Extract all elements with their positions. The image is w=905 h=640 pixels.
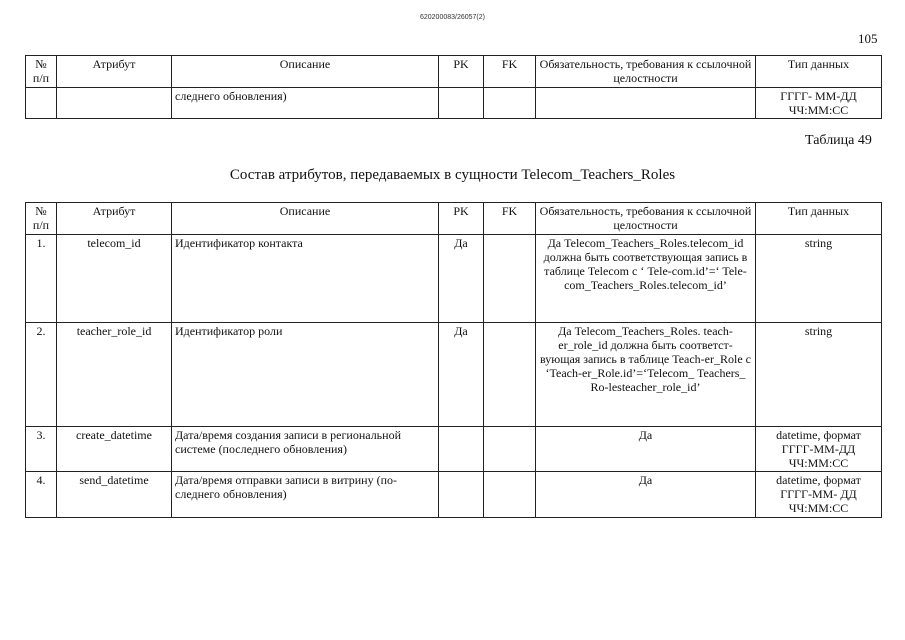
cell-attribute	[57, 88, 172, 119]
table-caption: Таблица 49	[805, 133, 872, 148]
table-header-row	[26, 56, 882, 88]
cell-fk	[484, 427, 536, 472]
cell-description: Идентификатор контакта	[172, 235, 439, 323]
cell-type: string	[756, 323, 882, 427]
table-row	[26, 472, 882, 518]
cell-pk	[439, 88, 484, 119]
cell-type: string	[756, 235, 882, 323]
cell-description: Идентификатор роли	[172, 323, 439, 427]
cell-description: Дата/время создания записи в региональной системе (последнего обновления)	[172, 427, 439, 472]
column-header: Атрибут	[57, 56, 172, 88]
cell-attribute: create_datetime	[57, 427, 172, 472]
column-header: Обязательность, требования к ссылочной целостности	[536, 203, 756, 235]
table-row	[26, 235, 882, 323]
column-header: PK	[439, 56, 484, 88]
column-header: Описание	[172, 56, 439, 88]
table-row	[26, 323, 882, 427]
column-header: Описание	[172, 203, 439, 235]
column-header: Тип данных	[756, 203, 882, 235]
cell-fk	[484, 88, 536, 119]
cell-pk: Да	[439, 235, 484, 323]
cell-description: Дата/время отправки записи в витрину (по-следнего обновления)	[172, 472, 439, 518]
cell-fk	[484, 472, 536, 518]
cell-type: ГГГГ- ММ-ДД ЧЧ:ММ:СС	[756, 88, 882, 119]
cell-num: 4.	[26, 472, 57, 518]
cell-requirement	[536, 88, 756, 119]
cell-requirement: Да Telecom_Teachers_Roles. teach-er_role_id должна быть соответст-вующая запись в таблице Teach-er_Role с ‘Teach-er_Role.id’=‘Telecom_ Teachers_ Ro-lesteacher_role_id’	[536, 323, 756, 427]
column-header: № п/п	[26, 56, 57, 88]
cell-attribute: send_datetime	[57, 472, 172, 518]
cell-pk: Да	[439, 323, 484, 427]
column-header: Тип данных	[756, 56, 882, 88]
cell-requirement: Да	[536, 427, 756, 472]
page-number: 105	[858, 31, 878, 46]
cell-attribute: telecom_id	[57, 235, 172, 323]
cell-pk	[439, 472, 484, 518]
column-header: PK	[439, 203, 484, 235]
cell-requirement: Да Telecom_Teachers_Roles.telecom_id должна быть соответствующая запись в таблице Telecom с ‘ Tele-com.id’=‘ Tele-com_Teachers_Roles.telecom_id’	[536, 235, 756, 323]
column-header: FK	[484, 203, 536, 235]
column-header: Атрибут	[57, 203, 172, 235]
cell-num: 1.	[26, 235, 57, 323]
cell-num: 3.	[26, 427, 57, 472]
document-stamp: 620200083/26057(2)	[419, 14, 485, 21]
cell-attribute: teacher_role_id	[57, 323, 172, 427]
cell-fk	[484, 323, 536, 427]
cell-requirement: Да	[536, 472, 756, 518]
cell-description: следнего обновления)	[172, 88, 439, 119]
cell-num	[26, 88, 57, 119]
column-header: FK	[484, 56, 536, 88]
cell-fk	[484, 235, 536, 323]
cell-pk	[439, 427, 484, 472]
cell-num: 2.	[26, 323, 57, 427]
table-title: Состав атрибутов, передаваемых в сущности Telecom_Teachers_Roles	[229, 167, 676, 183]
column-header: Обязательность, требования к ссылочной целостности	[536, 56, 756, 88]
column-header: № п/п	[26, 203, 57, 235]
table-header-row	[26, 203, 882, 235]
attributes-table	[25, 202, 882, 518]
continued-table	[25, 55, 882, 119]
table-row	[26, 88, 882, 119]
table-row	[26, 427, 882, 472]
cell-type: datetime, формат ГГГГ-ММ- ДД ЧЧ:ММ:СС	[756, 472, 882, 518]
cell-type: datetime, формат ГГГГ-ММ-ДД ЧЧ:ММ:СС	[756, 427, 882, 472]
